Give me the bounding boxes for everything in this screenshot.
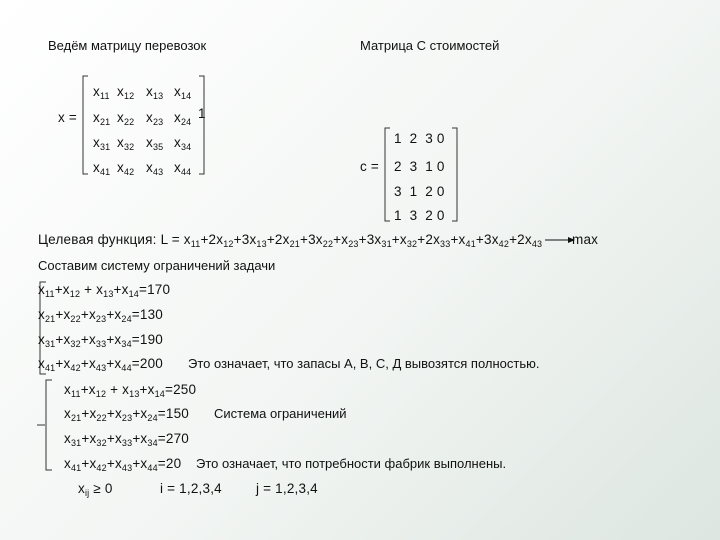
term-var: x [64,456,71,471]
system-title: Составим систему ограничений задачи [38,258,276,273]
condition-var-sub: ij [84,488,90,498]
term-var: x [114,332,122,347]
term-op: + [450,232,459,247]
term-var: x [96,282,104,297]
term-var: x [38,307,45,322]
term-index: 41 [44,363,56,373]
term-var: x [114,431,122,446]
demand-note: Это означает, что потребности фабрик выполнены. [196,456,507,471]
term-op: + [333,232,342,247]
term-index: 33 [95,339,107,349]
cell-var: x [146,110,153,125]
term-index: 32 [406,239,418,249]
term-var: x [38,356,45,371]
term-op: +2 [266,232,283,247]
demand-equation [64,382,196,397]
term-index: 24 [121,314,132,324]
term-var: x [374,232,382,247]
term-var: x [147,382,155,397]
term-index: 23 [95,314,107,324]
objective-terms [184,232,542,247]
equation-rhs: =130 [131,307,163,322]
term-index: 22 [322,239,334,249]
term-index: 11 [44,289,55,299]
term-index: 24 [147,413,158,423]
term-index: 33 [440,239,451,249]
term-index: 12 [69,289,81,299]
term-index: 33 [121,438,133,448]
term-var: x [114,406,122,421]
cell-var: x [174,160,181,175]
term-op: + [54,282,63,297]
cell-index: 24 [180,117,192,127]
term-var: x [64,382,71,397]
term-var: x [88,356,96,371]
term-index: 32 [70,339,81,349]
condition-var: x [78,481,85,496]
term-index: 43 [531,239,543,249]
matrix-x-stray-one: 1 [198,106,206,121]
term-op: + [132,406,141,421]
term-var: x [282,232,290,247]
term-var: x [491,232,499,247]
term-op: + [81,431,90,446]
term-var: x [89,431,97,446]
term-op: + [106,431,115,446]
term-index: 43 [95,363,107,373]
term-var: x [114,356,122,371]
term-var: x [524,232,532,247]
cell-var: x [146,135,153,150]
term-op: + [81,456,90,471]
cell-var: x [117,160,124,175]
cell-var: x [146,160,153,175]
equation-rhs: =150 [157,406,189,421]
objective-prefix: Целевая функция: L = [38,232,184,247]
cell-index: 35 [152,142,164,152]
term-index: 11 [190,239,201,249]
term-var: x [140,406,148,421]
term-index: 13 [129,389,140,399]
term-op: + [55,332,64,347]
nonnegativity-condition [78,481,113,496]
term-index: 42 [498,239,510,249]
term-var: x [458,232,466,247]
term-var: x [114,456,122,471]
matrix-c-row: 2 3 1 0 [394,159,445,174]
term-index: 12 [95,389,107,399]
term-op: + [106,356,115,371]
term-index: 21 [44,314,56,324]
term-index: 32 [96,438,107,448]
term-var: x [249,232,257,247]
term-op: + [80,356,89,371]
supply-equation [38,282,170,297]
matrix-c-right-bracket [452,128,457,221]
supply-equation [38,332,163,347]
cell-index: 21 [99,117,111,127]
condition-nonneg: ≥ 0 [89,481,113,496]
term-op: + [113,282,122,297]
cell-var: x [146,84,153,99]
term-index: 21 [289,239,300,249]
cell-var: x [93,135,100,150]
term-index: 22 [70,314,81,324]
equation-rhs: =170 [139,282,171,297]
matrix-x-right-bracket [199,76,204,174]
heading-cost-matrix: Матрица С стоимостей [360,38,500,53]
term-index: 41 [70,463,82,473]
term-var: x [89,456,97,471]
equation-rhs: =190 [131,332,163,347]
term-var: x [62,282,70,297]
matrix-c-row: 1 2 3 0 [394,131,445,146]
term-index: 13 [256,239,267,249]
term-index: 41 [465,239,476,249]
term-op: + [106,406,115,421]
term-op: + [106,456,115,471]
term-op: + [55,307,64,322]
term-var: x [121,282,129,297]
cell-index: 14 [180,91,192,101]
term-op: + [80,307,89,322]
term-var: x [140,431,148,446]
equation-rhs: =250 [165,382,197,397]
term-index: 14 [128,289,140,299]
cell-index: 42 [123,167,135,177]
term-op: +2 [509,232,525,247]
equation-rhs: =200 [131,356,163,371]
term-op: +3 [233,232,250,247]
term-var: x [63,332,71,347]
term-index: 12 [223,239,234,249]
cell-var: x [93,160,100,175]
cell-index: 22 [123,117,135,127]
supply-equation [38,356,163,371]
cell-index: 23 [152,117,164,127]
matrix-c-left-bracket [385,128,390,221]
cell-index: 12 [123,91,135,101]
demand-system-bracket [46,380,52,470]
term-var: x [315,232,323,247]
term-op: + [132,456,141,471]
cell-index: 44 [180,167,192,177]
term-var: x [63,356,71,371]
term-var: x [89,406,97,421]
term-op: + [80,332,89,347]
term-index: 43 [121,463,133,473]
term-var: x [433,232,441,247]
term-var: x [140,456,148,471]
cell-index: 41 [99,167,111,177]
cell-var: x [93,84,100,99]
term-index: 22 [96,413,107,423]
term-var: x [38,332,45,347]
term-index: 13 [103,289,114,299]
cell-var: x [93,110,100,125]
term-op: + [391,232,400,247]
term-var: x [64,431,71,446]
cell-index: 13 [152,91,164,101]
term-var: x [341,232,349,247]
cell-index: 32 [123,142,135,152]
cell-var: x [117,110,124,125]
term-var: x [216,232,224,247]
term-op: + [139,382,148,397]
equation-rhs: =270 [157,431,189,446]
cell-var: x [174,84,181,99]
term-index: 31 [44,339,56,349]
demand-equation [64,406,189,421]
term-op: +2 [200,232,217,247]
term-op: + [106,307,115,322]
heading-transport-matrix: Ведём матрицу перевозок [48,38,207,53]
cell-index: 34 [180,142,192,152]
term-var: x [88,332,96,347]
term-var: x [183,232,191,247]
term-op: +2 [417,232,434,247]
term-index: 34 [147,438,158,448]
matrix-x-label: x = [58,110,77,125]
term-op: + [81,406,90,421]
term-var: x [122,382,130,397]
term-op: + [80,382,89,397]
term-op: +3 [358,232,375,247]
term-var: x [88,307,96,322]
supply-note: Это означает, что запасы А, В, С, Д вывозятся полностью. [188,356,540,371]
demand-equation [64,431,189,446]
cell-var: x [117,135,124,150]
term-var: x [38,282,45,297]
matrix-c-row: 3 1 2 0 [394,184,445,199]
term-index: 42 [96,463,107,473]
j-range: j = 1,2,3,4 [256,481,318,496]
term-index: 34 [121,339,132,349]
term-index: 44 [147,463,158,473]
term-op: + [106,382,123,397]
term-index: 21 [70,413,82,423]
term-index: 31 [70,438,82,448]
term-var: x [114,307,122,322]
term-index: 31 [381,239,392,249]
term-index: 11 [70,389,81,399]
i-range: i = 1,2,3,4 [160,481,222,496]
term-index: 42 [70,363,81,373]
matrix-c-label: c = [360,159,379,174]
supply-equation [38,307,163,322]
cell-var: x [174,110,181,125]
demand-equation [64,456,181,471]
term-var: x [88,382,96,397]
cell-index: 11 [99,91,110,101]
cell-index: 31 [99,142,111,152]
term-op: + [106,332,115,347]
term-op: + [132,431,141,446]
matrix-x-left-bracket [83,76,88,174]
cell-var: x [117,84,124,99]
term-op: +3 [475,232,492,247]
term-op: + [55,356,64,371]
matrix-c-row: 1 3 2 0 [394,208,445,223]
term-index: 44 [121,363,132,373]
term-index: 23 [348,239,359,249]
term-index: 23 [121,413,133,423]
term-op: +3 [299,232,316,247]
system-label: Система ограничений [214,406,347,421]
term-var: x [64,406,71,421]
term-index: 14 [154,389,166,399]
cell-var: x [174,135,181,150]
term-op: + [80,282,97,297]
term-var: x [63,307,71,322]
objective-max: max [572,232,599,247]
equation-rhs: =20 [157,456,182,471]
cell-index: 43 [152,167,164,177]
objective-function [38,232,542,247]
term-var: x [399,232,407,247]
